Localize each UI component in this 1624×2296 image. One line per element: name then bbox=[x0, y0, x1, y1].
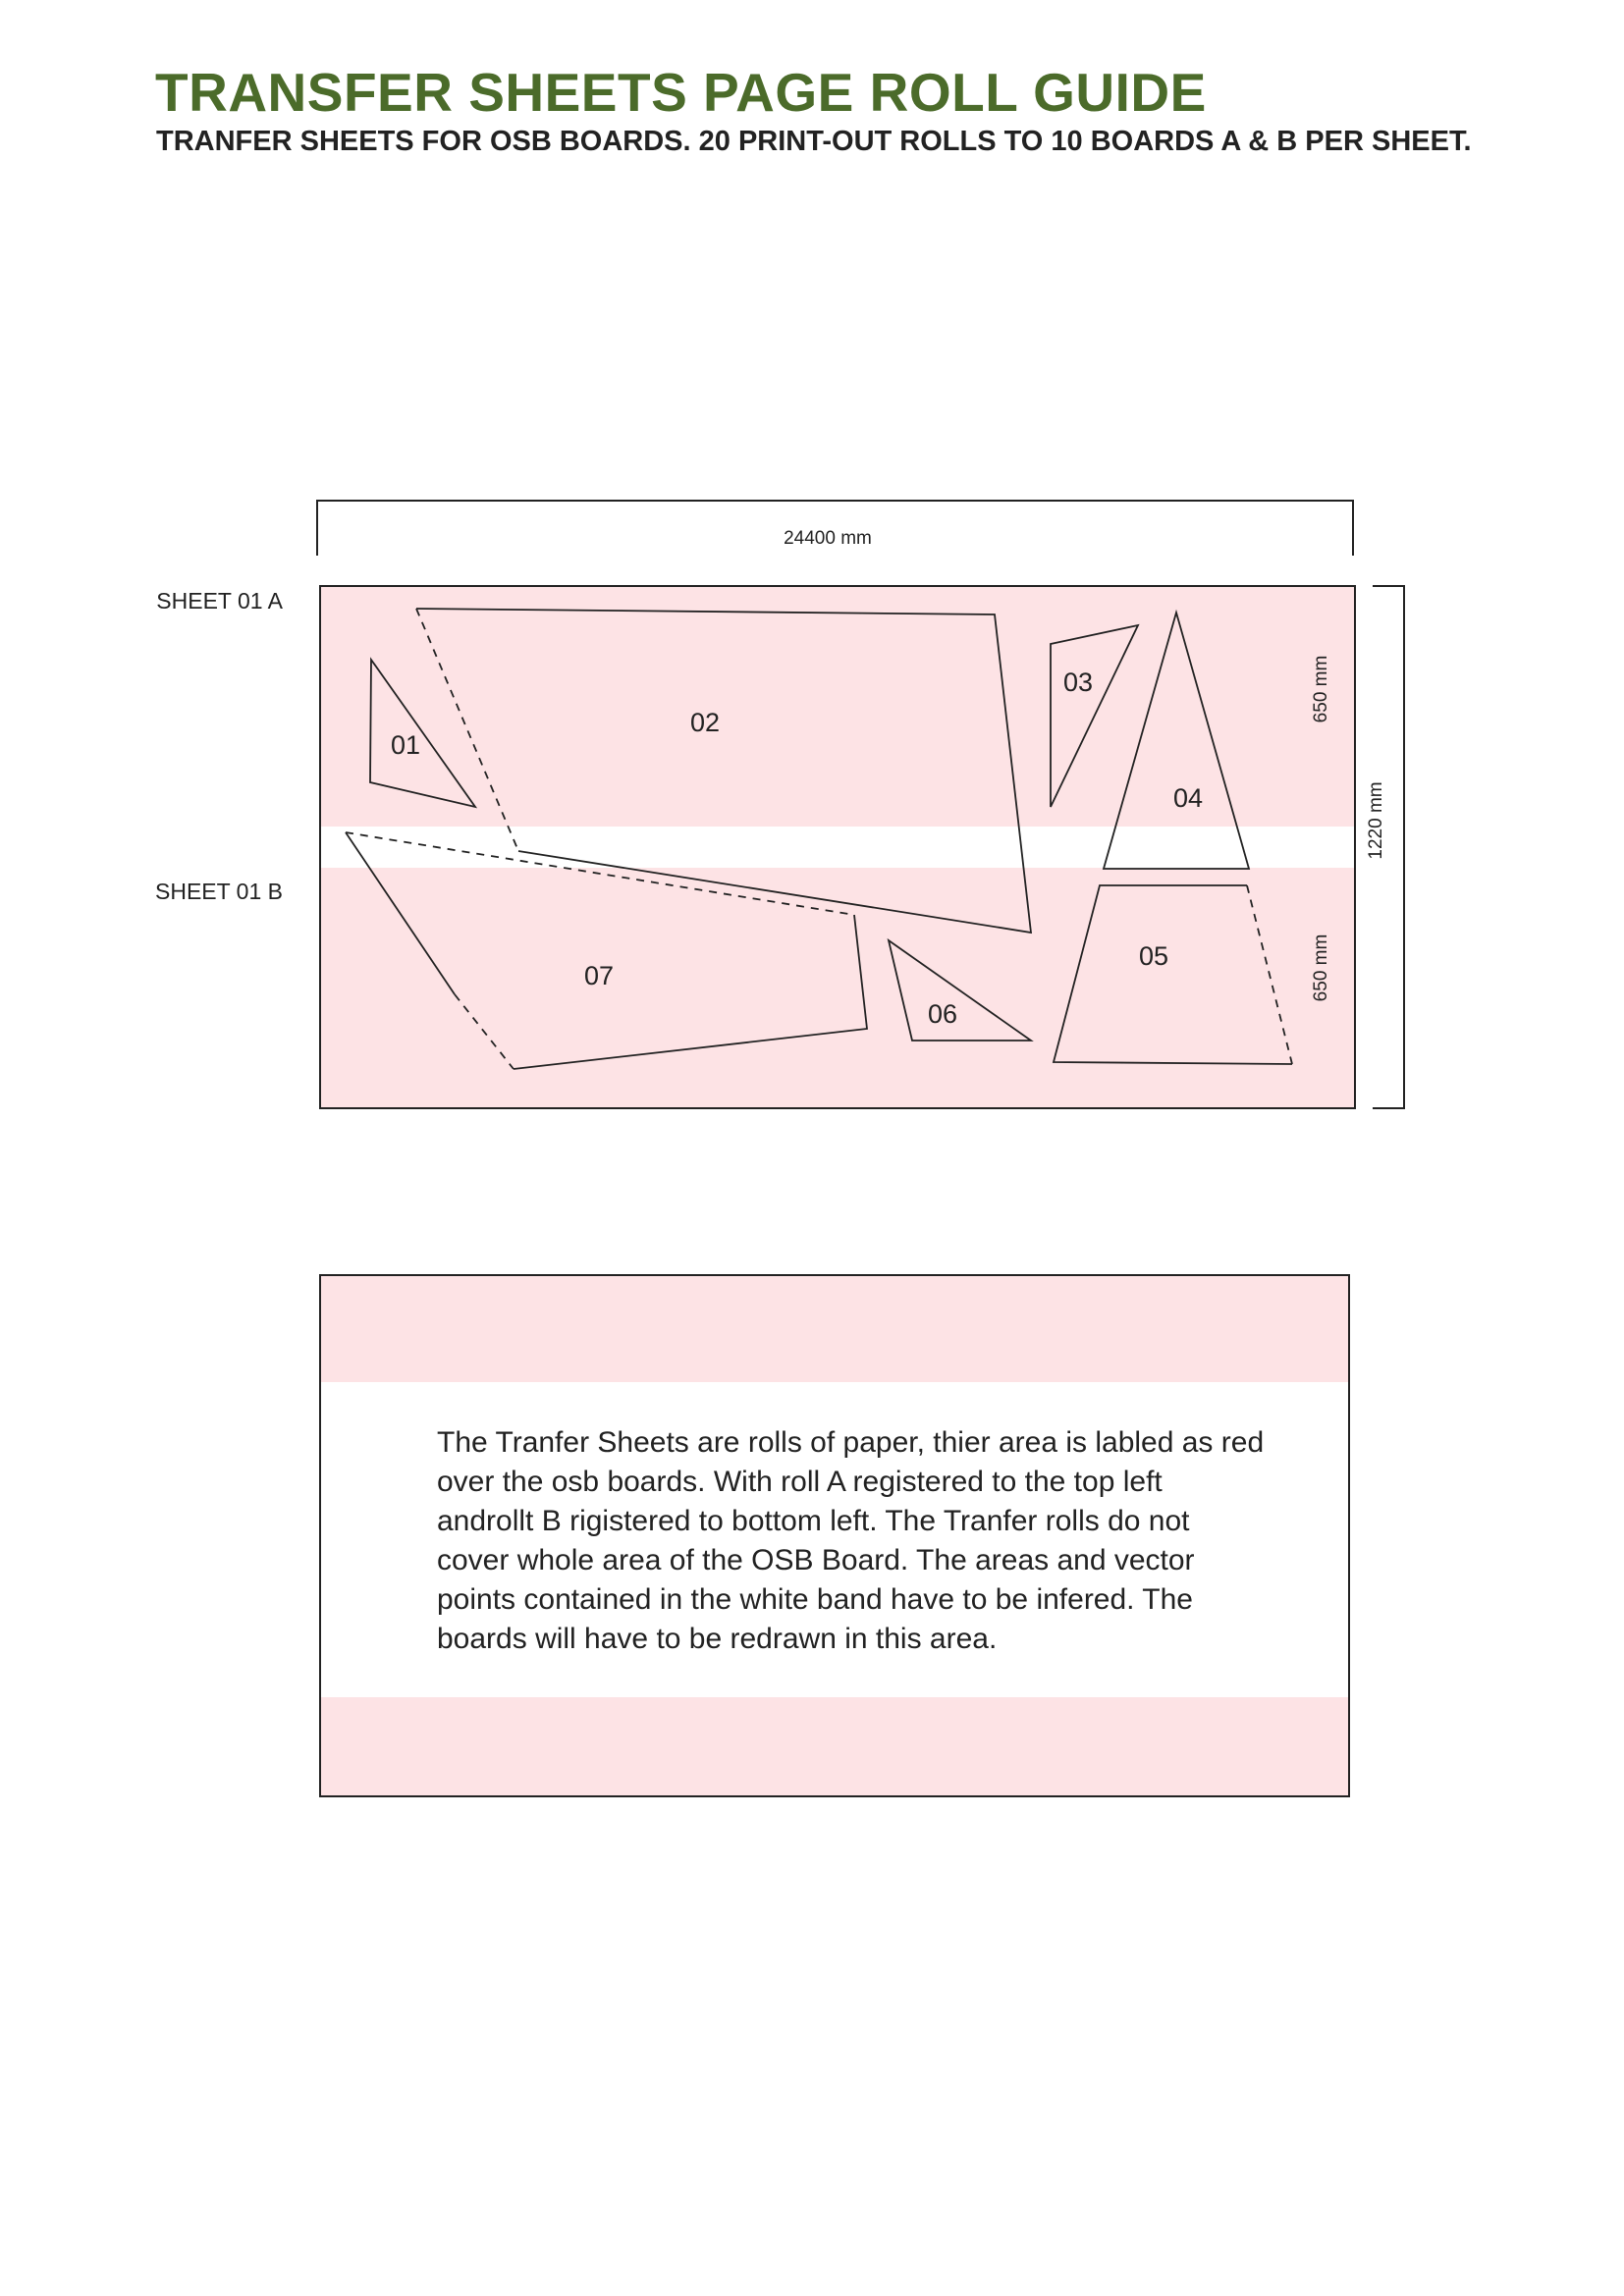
piece-06-label: 06 bbox=[927, 999, 958, 1029]
page-title: TRANSFER SHEETS PAGE ROLL GUIDE bbox=[155, 62, 1207, 123]
piece-02-label: 02 bbox=[689, 708, 721, 737]
sheet-b-label: SHEET 01 B bbox=[155, 879, 283, 904]
note-box bbox=[319, 1274, 1350, 1797]
piece-03-label: 03 bbox=[1062, 667, 1094, 697]
piece-01-label: 01 bbox=[390, 730, 421, 760]
note-roll-band-bottom bbox=[321, 1697, 1348, 1795]
width-dimension-label: 24400 mm bbox=[784, 528, 872, 549]
piece-07-label: 07 bbox=[583, 961, 615, 990]
note-roll-band-top bbox=[321, 1276, 1348, 1382]
piece-04-label: 04 bbox=[1172, 783, 1204, 813]
piece-05-label: 05 bbox=[1138, 941, 1169, 971]
roll-b-height-label: 650 mm bbox=[1311, 934, 1331, 1002]
height-dimension-label: 1220 mm bbox=[1366, 781, 1386, 860]
sheet-a-label: SHEET 01 A bbox=[156, 588, 283, 614]
roll-a-height-label: 650 mm bbox=[1311, 655, 1331, 723]
note-text: The Tranfer Sheets are rolls of paper, thier area is labled as red over the osb boards. With roll A registered to the top left androllt B rigistered to bottom left. The Tranfer rolls do not cover whole area of the OSB Board. The areas and vector points contained in the white band have to be infered. The boards will have to be redrawn in this area. bbox=[437, 1426, 1265, 1655]
page-subtitle: TRANFER SHEETS FOR OSB BOARDS. 20 PRINT-OUT ROLLS TO 10 BOARDS A & B PER SHEET. bbox=[156, 126, 1472, 157]
roll-b-area bbox=[320, 868, 1355, 1108]
